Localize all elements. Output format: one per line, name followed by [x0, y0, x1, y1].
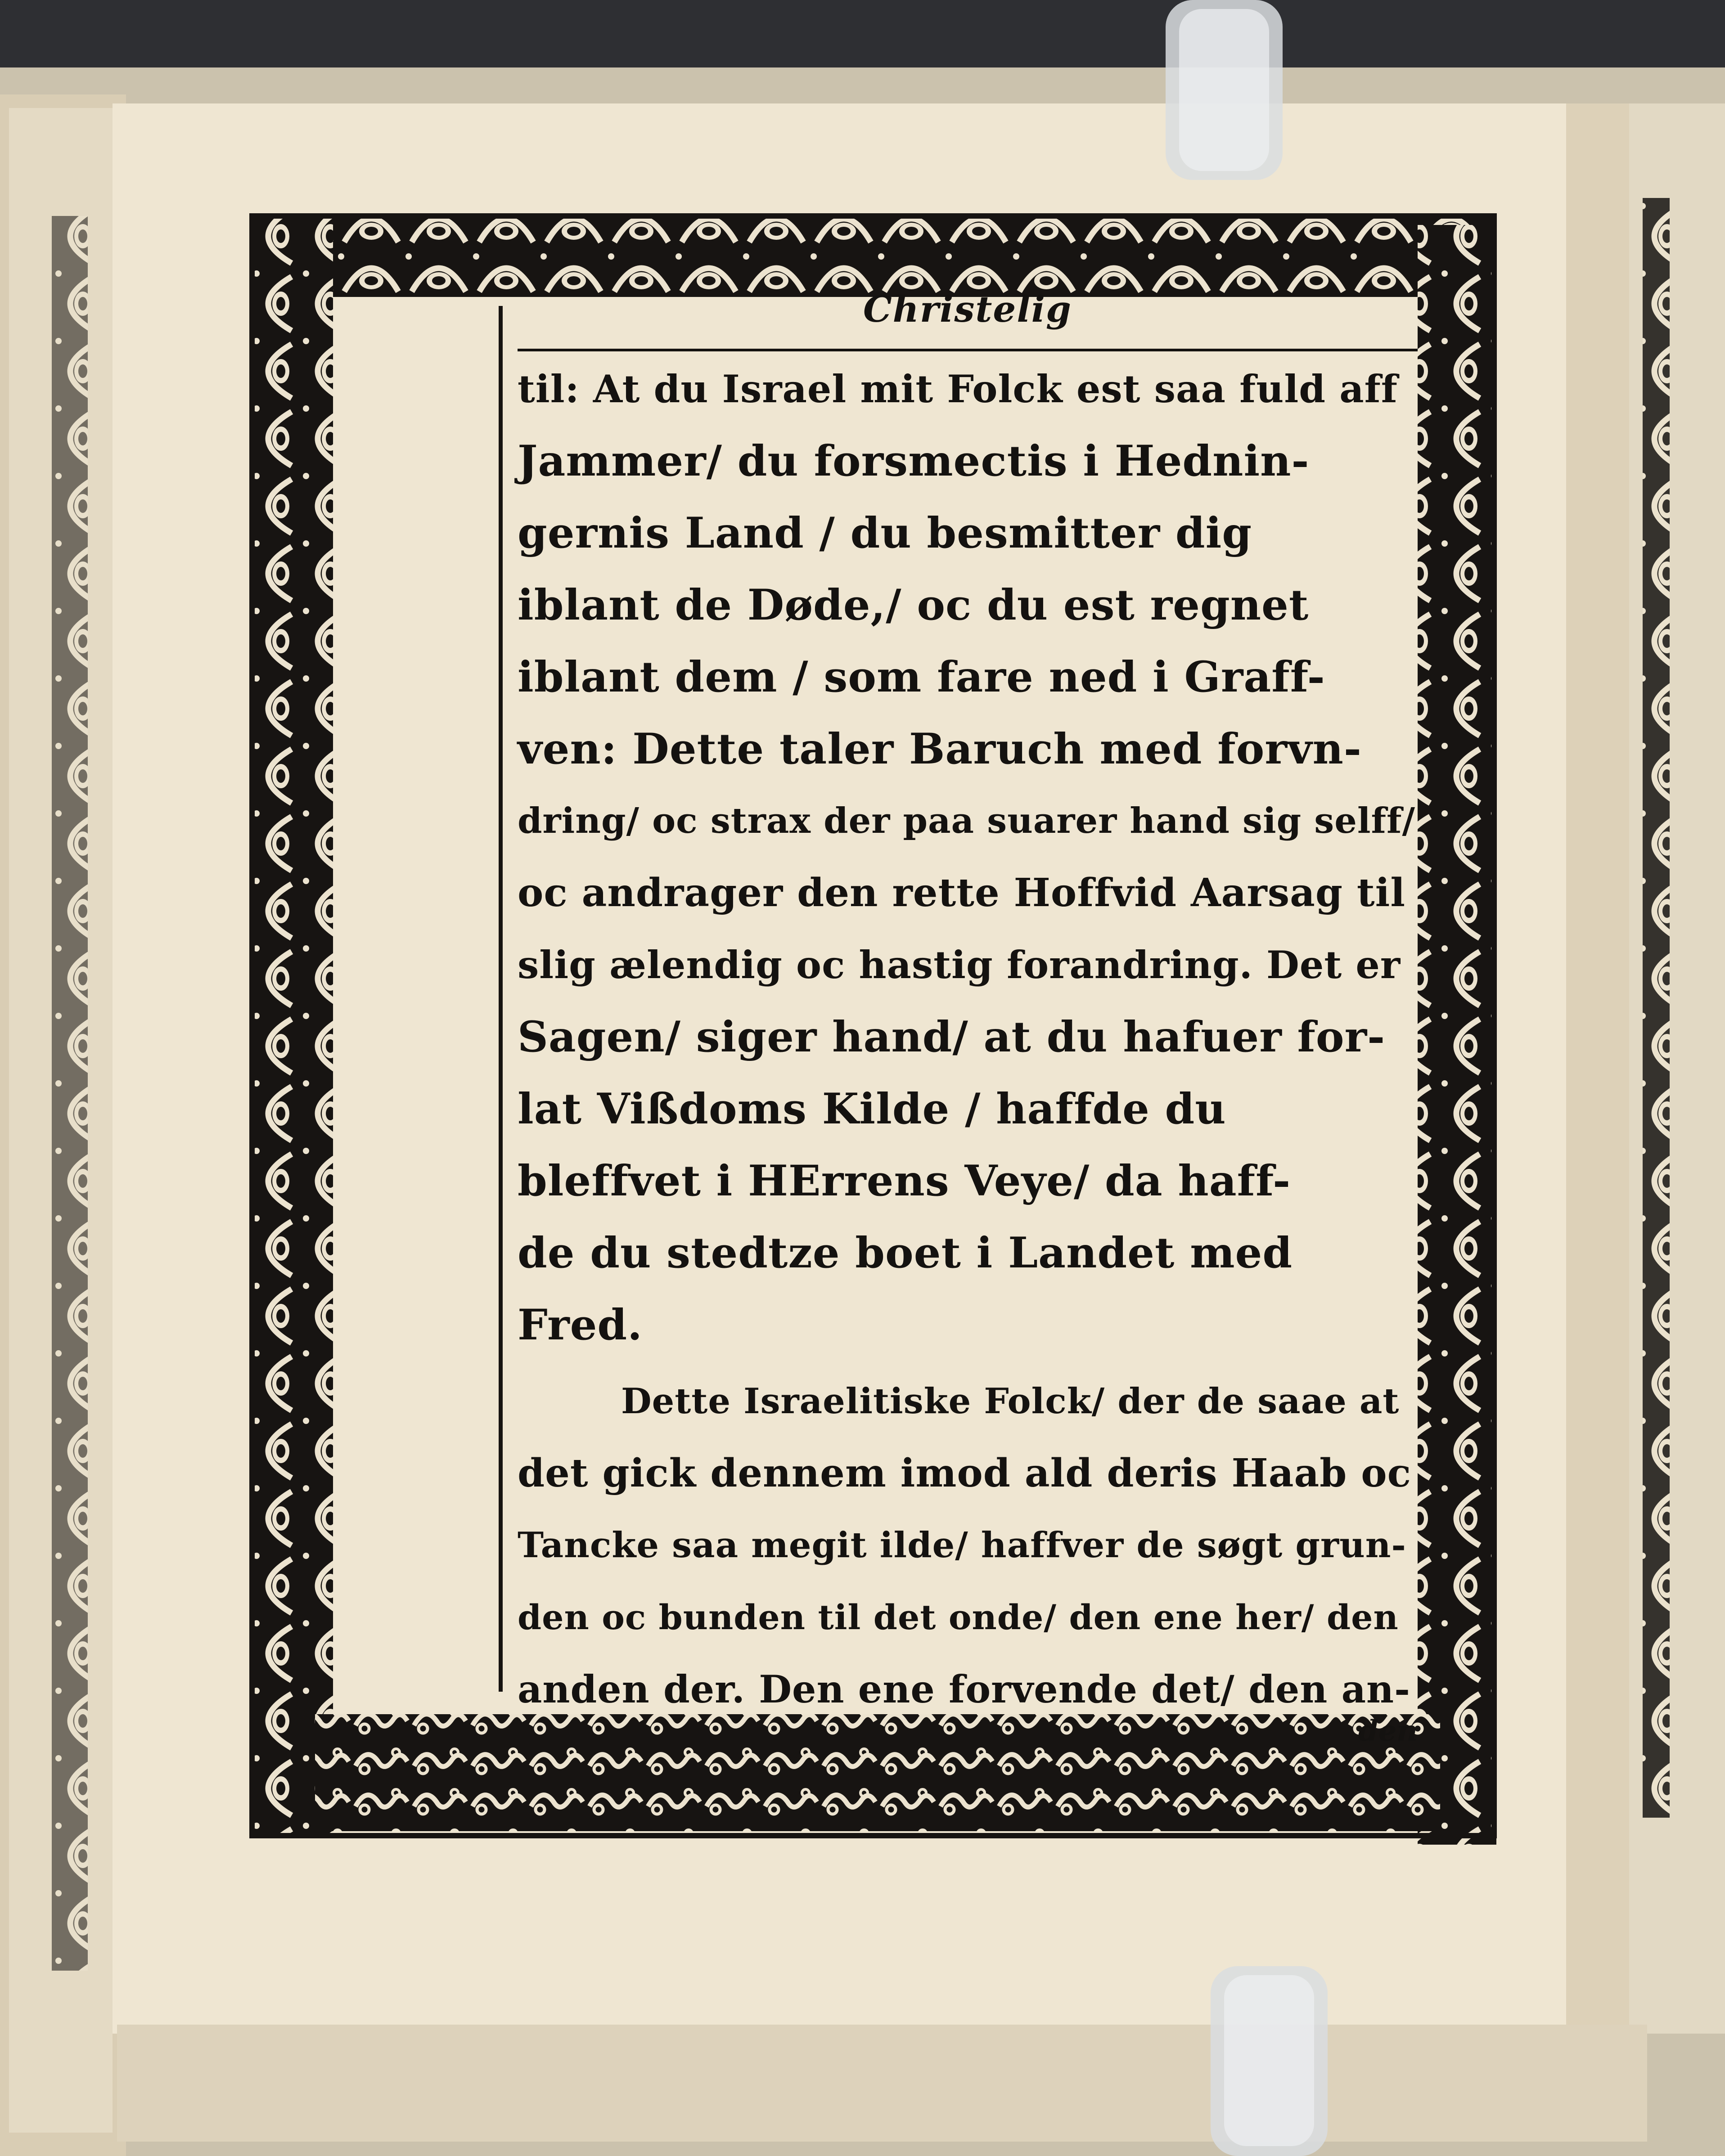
catchword: den — [1358, 1714, 1418, 1748]
header-rule — [518, 349, 1418, 351]
text-column-rule — [499, 306, 503, 1692]
text-line: iblant dem / som fare ned i Graff- — [518, 652, 1325, 702]
text-line: de du stedtze boet i Landet med — [518, 1228, 1293, 1278]
text-line: slig ælendig oc hastig forandring. Det er — [518, 943, 1401, 987]
text-line: Fred. — [518, 1300, 643, 1350]
text-line: Jammer/ du forsmectis i Hednin- — [518, 436, 1310, 486]
running-header: Christelig — [863, 288, 1072, 330]
text-line: bleffvet i HErrens Veye/ da haff- — [518, 1156, 1291, 1206]
text-line: Tancke saa megit ilde/ haffver de søgt grun- — [518, 1525, 1406, 1566]
border-bottom — [315, 1714, 1440, 1831]
text-line: Sagen/ siger hand/ at du hafuer for- — [518, 1012, 1386, 1062]
page-text-block — [518, 288, 1418, 1748]
border-top — [270, 216, 1494, 297]
text-line: det gick dennem imod ald deris Haab oc — [518, 1451, 1412, 1496]
text-line: gernis Land / du besmitter dig — [518, 508, 1252, 558]
text-line: lat Vißdoms Kilde / haffde du — [518, 1084, 1226, 1134]
text-line: iblant de Døde,/ oc du est regnet — [518, 580, 1309, 630]
page-clip-bottom — [1211, 1966, 1328, 2156]
text-line: anden der. Den ene forvende det/ den an- — [518, 1667, 1410, 1711]
text-line: til: At du Israel mit Folck est saa fuld aff — [518, 367, 1398, 411]
text-line: ven: Dette taler Baruch med forvn- — [518, 724, 1362, 774]
border-right — [1418, 225, 1496, 1845]
text-line: Dette Israelitiske Folck/ der de saae at — [621, 1381, 1400, 1422]
border-left — [252, 216, 333, 1836]
text-line: den oc bunden til det onde/ den ene her/ den — [518, 1597, 1399, 1637]
text-line: oc andrager den rette Hoffvid Aarsag til — [518, 870, 1405, 916]
page-clip-top — [1166, 0, 1283, 180]
text-line: dring/ oc strax der paa suarer hand sig selff/ — [518, 800, 1416, 841]
bottom-page-stack — [117, 2025, 1647, 2142]
